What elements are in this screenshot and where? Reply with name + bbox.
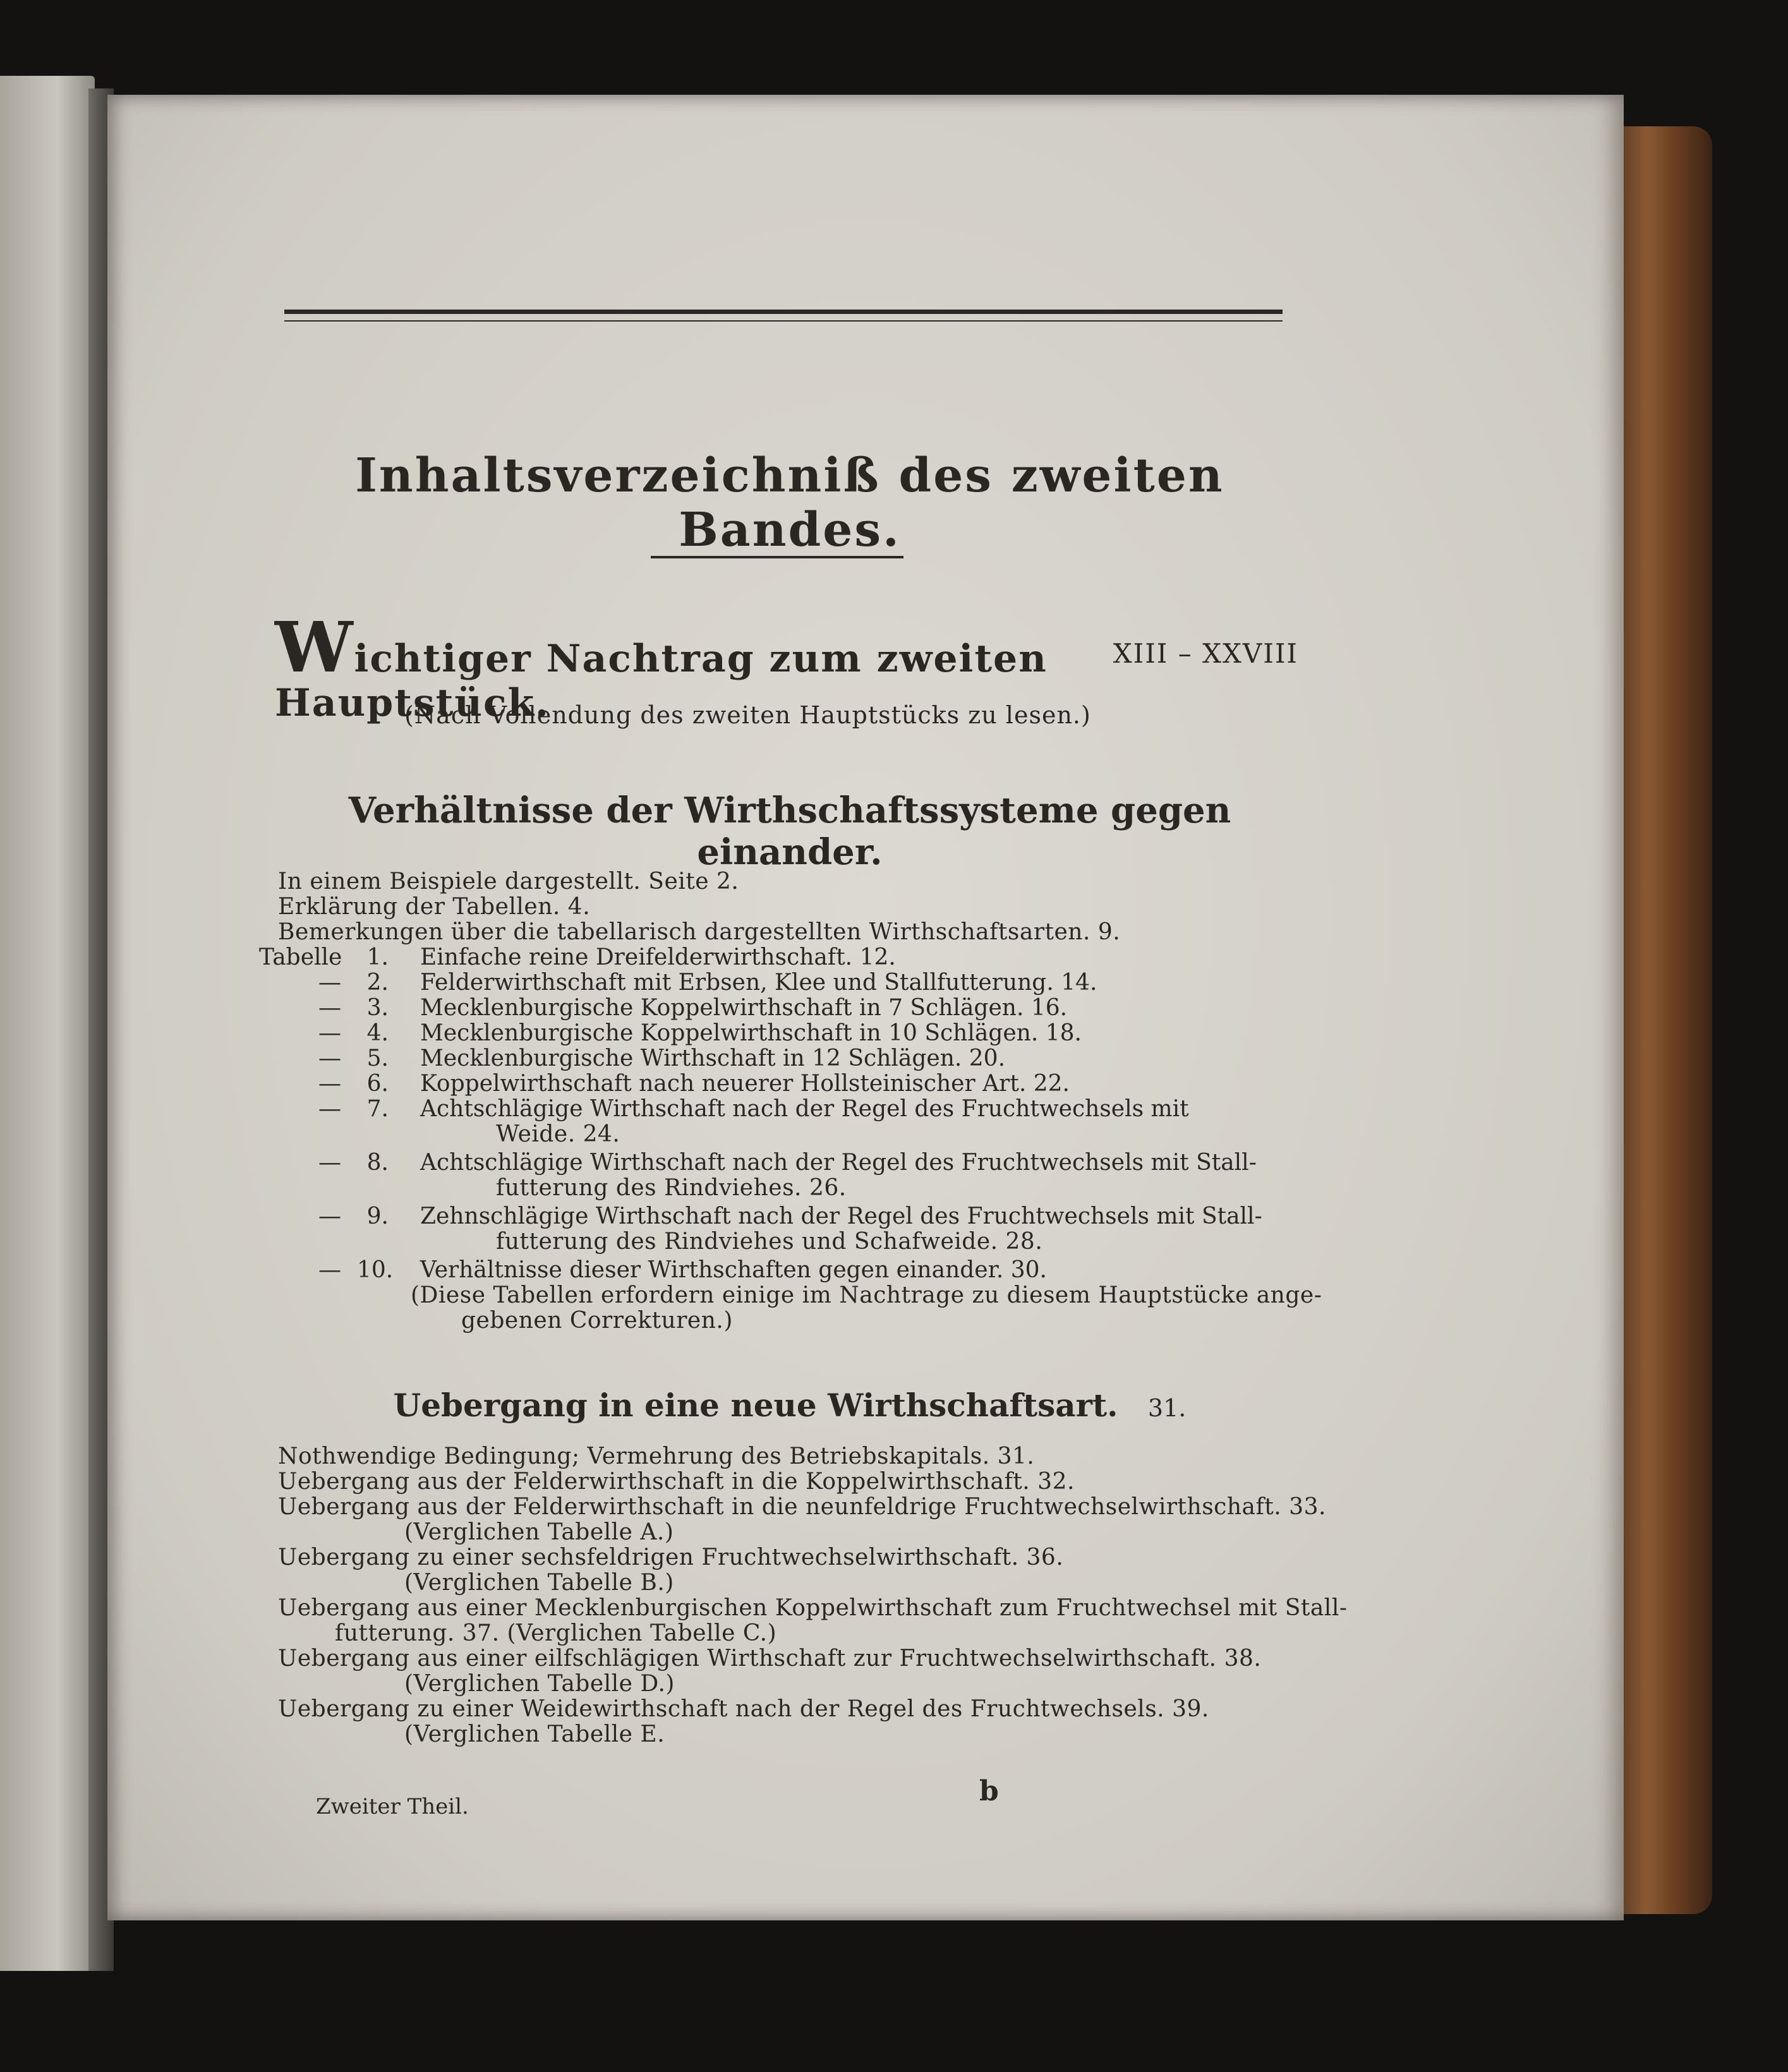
table-label: —	[318, 1203, 341, 1229]
table-label: —	[318, 1071, 341, 1097]
drop-initial: W	[275, 606, 354, 688]
toc-line: Erklärung der Tabellen. 4.	[278, 894, 591, 920]
footer-signature: b	[979, 1775, 999, 1807]
toc-reference: (Verglichen Tabelle E.	[404, 1721, 665, 1747]
table-number: 6.	[366, 1071, 389, 1097]
table-label: —	[318, 1150, 341, 1176]
table-title: Achtschlägige Wirthschaft nach der Regel des Fruchtwechsels mit Stall-	[420, 1150, 1257, 1176]
table-title: Mecklenburgische Koppelwirthschaft in 10 Schlägen. 18.	[420, 1020, 1082, 1046]
table-number: 10.	[357, 1257, 394, 1283]
table-number: 5.	[366, 1045, 389, 1071]
table-label: —	[318, 1257, 341, 1283]
book-page	[107, 95, 1624, 1920]
section-heading-verhaeltnisse: Verhältnisse der Wirthschaftssysteme gegen einander.	[348, 790, 1231, 873]
table-title-continued: Weide. 24.	[496, 1121, 620, 1147]
table-label: —	[318, 970, 341, 996]
table-label: —	[318, 1096, 341, 1122]
table-title: Verhältnisse dieser Wirthschaften gegen einander. 30.	[420, 1257, 1048, 1283]
table-label: Tabelle	[259, 944, 342, 970]
toc-line: Uebergang aus einer Mecklenburgischen Koppelwirthschaft zum Fruchtwechsel mit Stall-	[278, 1595, 1348, 1621]
table-title: Einfache reine Dreifelderwirthschaft. 12.	[420, 944, 896, 970]
toc-line: Uebergang aus einer eilfschlägigen Wirthschaft zur Fruchtwechselwirthschaft. 38.	[278, 1646, 1262, 1671]
table-number: 9.	[366, 1203, 389, 1229]
table-number: 3.	[366, 995, 389, 1021]
book-cover-edge	[1617, 126, 1712, 1914]
toc-line: Uebergang aus der Felderwirthschaft in die neunfeldrige Fruchtwechselwirthschaft. 33.	[278, 1494, 1326, 1520]
table-number: 7.	[366, 1096, 389, 1122]
nachtrag-title: ichtiger Nachtrag zum zweiten Hauptstück.	[275, 637, 1048, 725]
table-title: Mecklenburgische Wirthschaft in 12 Schlägen. 20.	[420, 1045, 1006, 1071]
table-label: —	[318, 1045, 341, 1071]
left-page-edge	[0, 76, 95, 1971]
toc-line-continued: futterung. 37. (Verglichen Tabelle C.)	[335, 1620, 777, 1646]
toc-line: Uebergang zu einer Weidewirthschaft nach der Regel des Fruchtwechsels. 39.	[278, 1696, 1209, 1722]
tables-note: (Diese Tabellen erfordern einige im Nachtrage zu diesem Hauptstücke ange-	[411, 1282, 1322, 1308]
table-title: Mecklenburgische Koppelwirthschaft in 7 Schlägen. 16.	[420, 995, 1068, 1021]
nachtrag-pages: XIII – XXVIII	[1113, 638, 1298, 669]
top-double-rule	[284, 310, 1283, 322]
tables-note-continued: gebenen Correkturen.)	[461, 1308, 733, 1334]
toc-line: Bemerkungen über die tabellarisch dargestellten Wirthschaftsarten. 9.	[278, 919, 1121, 945]
table-title: Achtschlägige Wirthschaft nach der Regel des Fruchtwechsels mit	[420, 1096, 1189, 1122]
table-title-continued: futterung des Rindviehes. 26.	[496, 1175, 847, 1201]
table-label: —	[318, 995, 341, 1021]
toc-reference: (Verglichen Tabelle D.)	[404, 1671, 675, 1697]
table-label: —	[318, 1020, 341, 1046]
table-number: 2.	[366, 970, 389, 996]
toc-line: In einem Beispiele dargestellt. Seite 2.	[278, 869, 739, 894]
section-heading-uebergang	[284, 1387, 1295, 1424]
page-title: Inhaltsverzeichniß des zweiten Bandes.	[355, 449, 1224, 557]
table-title: Felderwirthschaft mit Erbsen, Klee und Stallfutterung. 14.	[420, 970, 1097, 996]
section-page: 31.	[1147, 1394, 1187, 1422]
nachtrag-note: (Nach Vollendung des zweiten Hauptstücks zu lesen.)	[404, 701, 1091, 729]
footer-volume: Zweiter Theil.	[316, 1794, 469, 1819]
table-title: Zehnschlägige Wirthschaft nach der Regel des Fruchtwechsels mit Stall-	[420, 1203, 1262, 1229]
section-title: Uebergang in eine neue Wirthschaftsart.	[393, 1387, 1118, 1424]
table-title: Koppelwirthschaft nach neuerer Hollsteinischer Art. 22.	[420, 1071, 1070, 1097]
toc-line: Nothwendige Bedingung; Vermehrung des Betriebskapitals. 31.	[278, 1443, 1035, 1469]
table-number: 4.	[366, 1020, 389, 1046]
toc-line: Uebergang aus der Felderwirthschaft in die Koppelwirthschaft. 32.	[278, 1469, 1075, 1495]
toc-line: Uebergang zu einer sechsfeldrigen Fruchtwechselwirthschaft. 36.	[278, 1545, 1064, 1570]
table-title-continued: futterung des Rindviehes und Schafweide. 28.	[496, 1229, 1043, 1255]
toc-reference: (Verglichen Tabelle A.)	[404, 1519, 674, 1545]
toc-reference: (Verglichen Tabelle B.)	[404, 1570, 674, 1596]
table-number: 8.	[366, 1150, 389, 1176]
table-number: 1.	[366, 944, 389, 970]
title-rule	[651, 556, 903, 558]
